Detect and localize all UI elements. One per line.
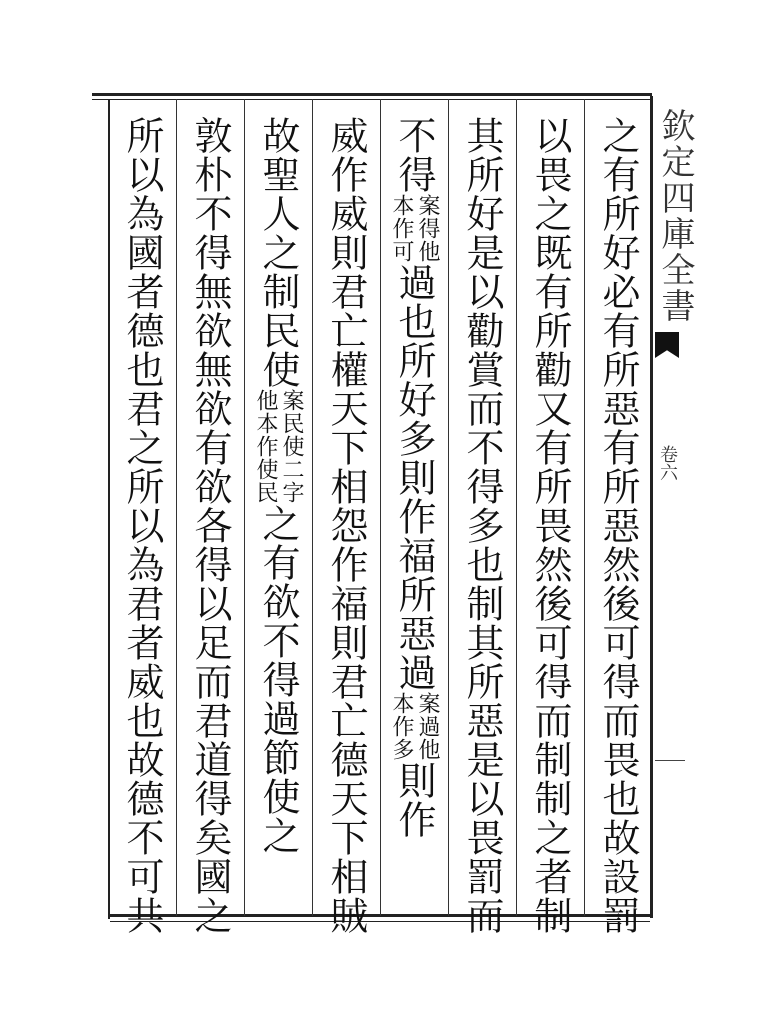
column-text: 之有所好必有所惡有所惡然後可得而畏也故設罰 <box>596 116 640 935</box>
text-column-3 <box>456 116 508 935</box>
column-text: 之有欲不得過節使之 <box>256 504 300 855</box>
column-text: 不得 <box>392 116 436 194</box>
annotation-left: 本作多 <box>389 692 414 761</box>
annotation-left: 本作可 <box>389 194 414 263</box>
column-text: 則作 <box>392 761 436 839</box>
column-divider <box>516 99 517 916</box>
text-column-8 <box>116 116 168 935</box>
left-border <box>108 99 110 919</box>
margin-strip <box>655 100 695 920</box>
column-text: 所以為國者德也君之所以為君者威也故德不可共 <box>120 116 164 935</box>
annotation-right: 案民使二字 <box>279 389 304 504</box>
column-divider <box>244 99 245 916</box>
annotation-left: 他本作使民 <box>253 389 278 504</box>
right-border <box>650 96 653 918</box>
top-border <box>92 93 652 96</box>
fish-tail-mark-icon <box>655 332 679 358</box>
column-text: 威作威則君亡權天下相怨作福則君亡德天下相賊 <box>324 116 368 935</box>
column-divider <box>448 99 449 916</box>
volume-label: 卷六 <box>657 445 678 481</box>
column-text: 過也所好多則作福所惡過 <box>392 263 436 692</box>
column-text: 以畏之既有所勸又有所畏然後可得而制制之者制 <box>528 116 572 935</box>
column-divider <box>584 99 585 916</box>
column-divider <box>312 99 313 916</box>
book-title: 欽定四庫全書 <box>655 108 695 324</box>
column-divider <box>176 99 177 916</box>
text-column-2 <box>524 116 576 935</box>
column-text: 故聖人之制民使 <box>256 116 300 389</box>
annotation-right: 案過他 <box>415 692 440 761</box>
text-column-6 <box>252 116 304 906</box>
column-divider <box>380 99 381 916</box>
annotation <box>389 194 439 263</box>
text-column-1 <box>592 116 644 935</box>
column-text: 其所好是以勸賞而不得多也制其所惡是以畏罰而 <box>460 116 504 935</box>
text-column-5 <box>320 116 372 935</box>
annotation-right: 案得他 <box>415 194 440 263</box>
text-column-7 <box>184 116 236 935</box>
column-text: 敦朴不得無欲無欲有欲各得以足而君道得矣國之 <box>188 116 232 935</box>
annotation <box>389 692 439 761</box>
text-column-4 <box>388 116 440 906</box>
annotation <box>253 389 303 504</box>
margin-tick <box>655 760 685 761</box>
